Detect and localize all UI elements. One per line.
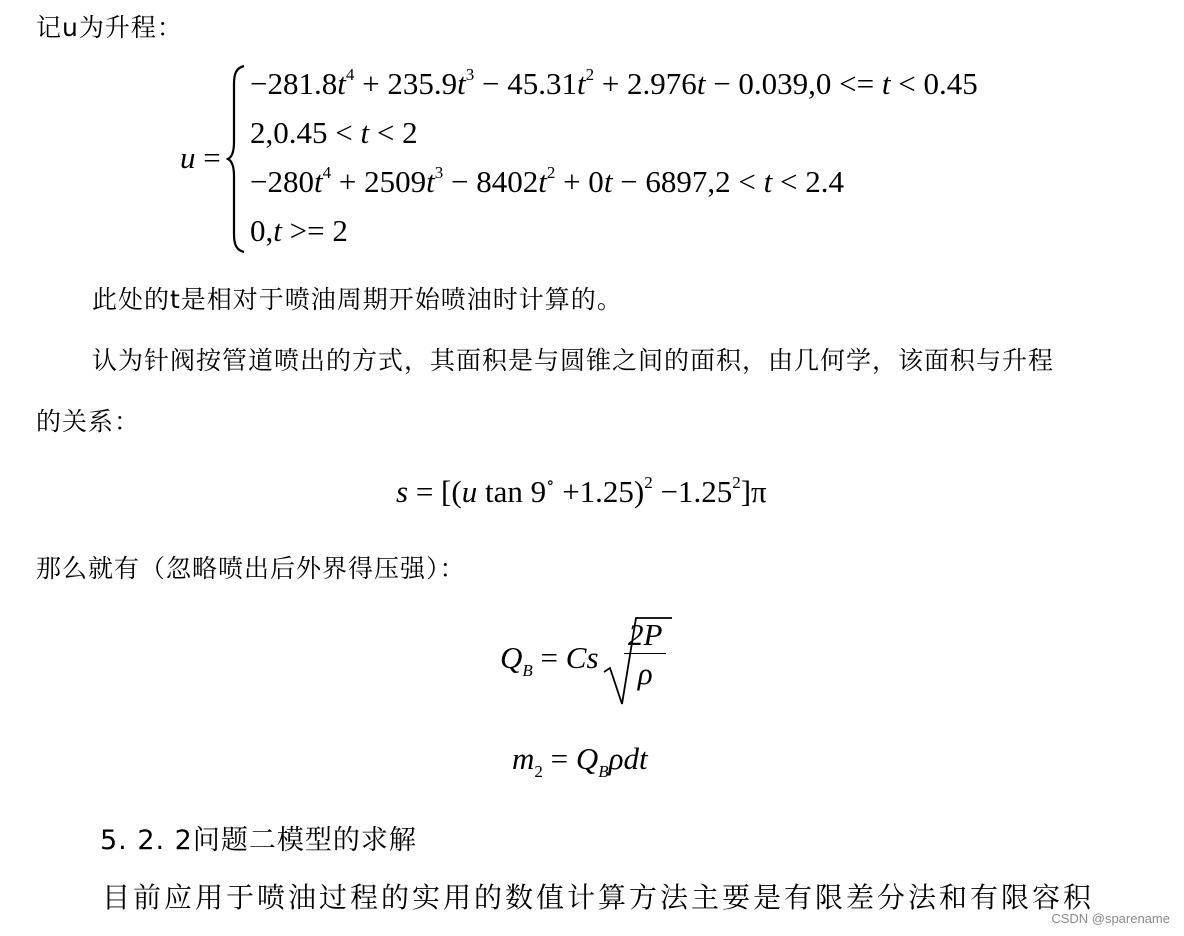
paragraph-line-1: 认为针阀按管道喷出的方式，其面积是与圆锥之间的面积，由几何学，该面积与升程 <box>92 346 1055 375</box>
left-brace-icon <box>226 64 248 254</box>
intro-text: 记u为升程： <box>36 13 183 42</box>
note-text: 此处的t是相对于喷油周期开始喷油时计算的。 <box>92 285 623 314</box>
fraction-numerator: 2P <box>624 617 666 654</box>
case-row-4: 0,t >= 2 <box>250 213 348 248</box>
section-heading: 5. 2. 2问题二模型的求解 <box>100 825 417 856</box>
formula-area: s = [(u $\tan 9^\circ +1.25)^2 -1.25^2]\pi$ <box>396 473 767 509</box>
case-row-1: $-281.8t^4 + 235.9t^3 - 45.31t^2 + 2.976t - 0.039,0 <= t < 0.45$ <box>250 65 978 101</box>
fraction-denominator: ρ <box>637 656 653 691</box>
piecewise-lhs: u = <box>180 140 221 175</box>
paragraph-line-2: 的关系： <box>36 407 141 436</box>
u-symbol: u <box>180 140 196 175</box>
watermark: CSDN @sparename <box>1051 911 1170 926</box>
formula-flow: $Q_B = Cs$ <box>500 640 599 680</box>
formula-mass: $m_2 = Q_B\rho dt$ <box>512 741 648 781</box>
sqrt-fraction <box>624 617 666 694</box>
case-row-3: $-280t^4 + 2509t^3 - 8402t^2 + 0t - 6897,2 < t < 2.4$ <box>250 163 845 199</box>
case-row-2: 2,0.45 < t < 2 <box>250 115 418 150</box>
body-text: 目前应用于喷油过程的实用的数值计算方法主要是有限差分法和有限容积 <box>102 881 1095 914</box>
then-text: 那么就有（忽略喷出后外界得压强）： <box>36 554 466 583</box>
